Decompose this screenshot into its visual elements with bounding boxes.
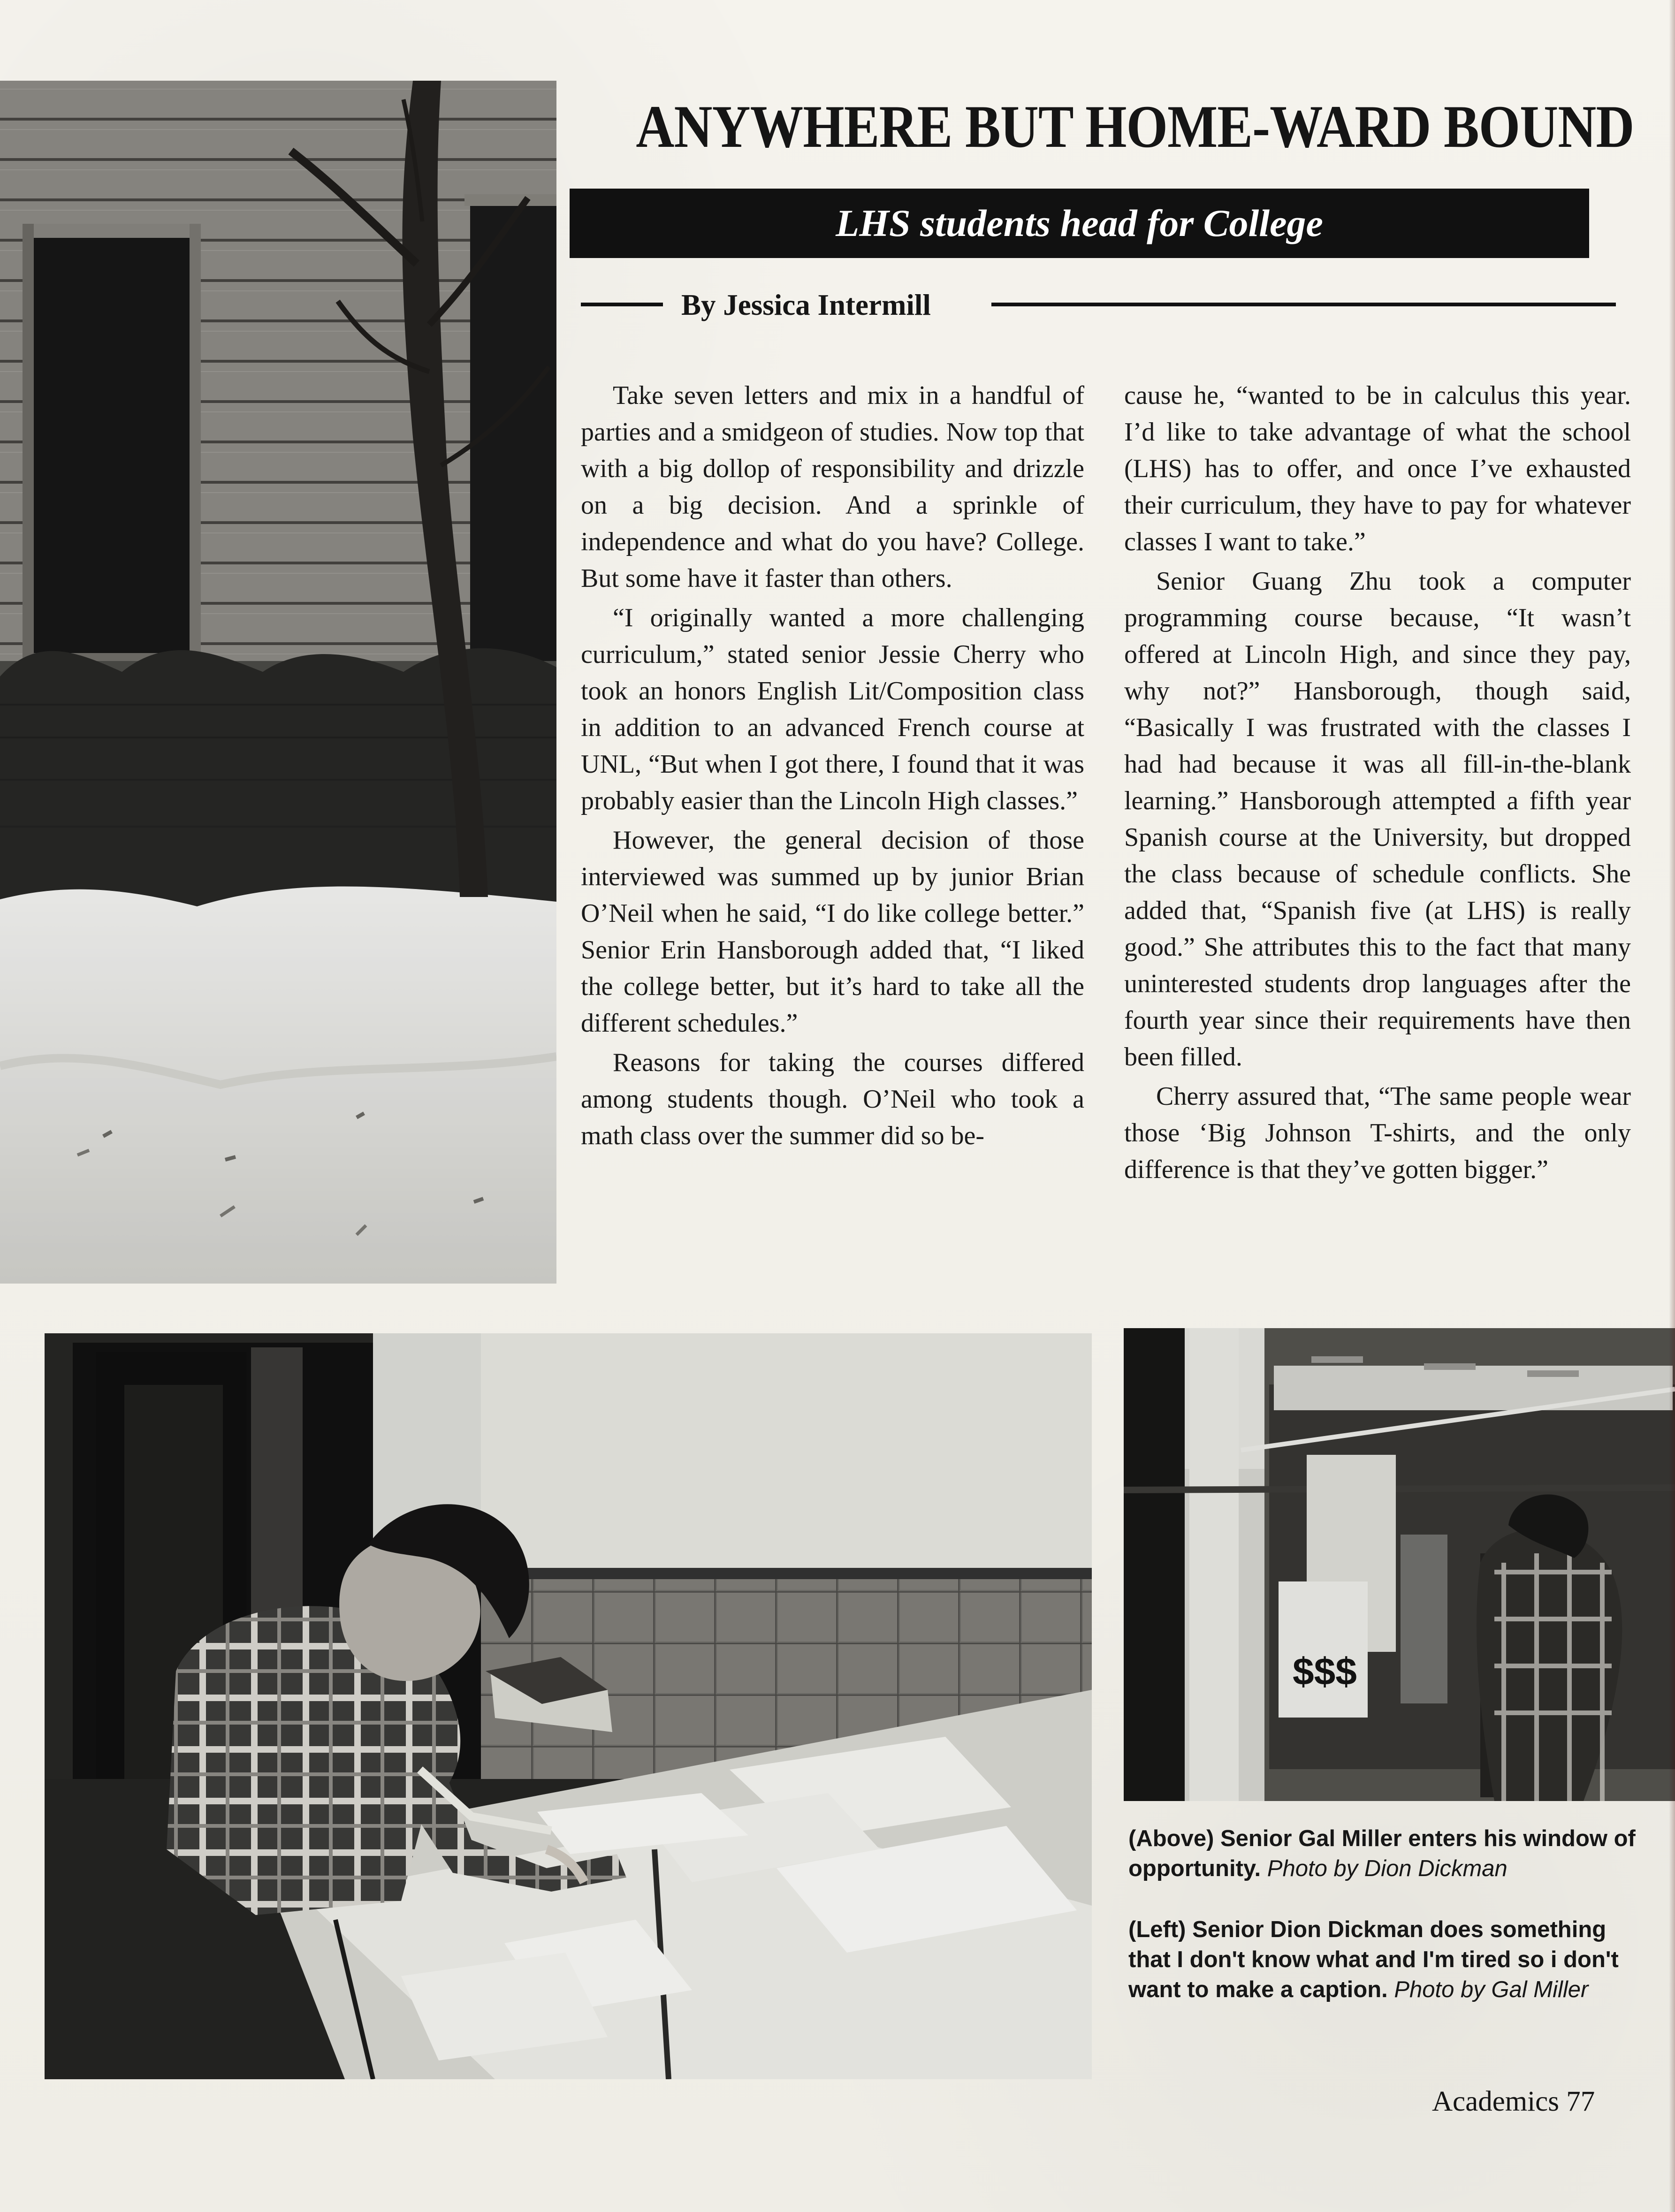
photo-tree-window-snow [0,81,556,1284]
caption-left [1128,1915,1645,2005]
photo-desk-student [45,1333,1092,2079]
article-subhead: LHS students head for College [836,202,1323,244]
article-byline: By Jessica Intermill [681,289,931,321]
page-footer [1432,2087,1595,2116]
footer-page-number: 77 [1566,2086,1595,2117]
left-paragraph-3: However, the general decision of those interviewed was summed up by junior Brian O’Neil when he said, “I do like college better.” Senior Erin Hansborough added that, “I liked the college better, but it’s hard to take all the different schedules.” [581,826,1084,1038]
article-column-right [1124,377,1631,1292]
window-photo-art [1124,1328,1675,1801]
caption-above [1128,1824,1645,1884]
byline-rule-right [991,303,1616,306]
left-paragraph-4: Reasons for taking the courses differed among students though. O’Neil who took a math class over the summer did so be- [581,1048,1084,1150]
tree-photo-art [0,81,556,1284]
right-paragraph-2: Senior Guang Zhu took a computer programming course because, “It wasn’t offered at Lincoln High, and since they pay, why not?” Hansborough, though said, “Basically I was frustrated with the classes I had had because it was all fill-in-the-blank learning.” Hansborough attempted a fifth year Spanish course at the University, but dropped the class because of schedule conflicts. She added that, “Spanish five (at LHS) is really good.” She attributes this to the fact that many uninterested students drop languages after the fourth year since their requirements have then been filled. [1124,567,1631,1072]
left-paragraph-2: “I originally wanted a more challenging curriculum,” stated senior Jessie Cherry who took an honors English Lit/Composition class in addition to an advanced French course at UNL, “But when I got there, I found that it was probably easier than the Lincoln High classes.” [581,603,1084,815]
byline-rule-left [581,303,663,306]
right-paragraph-3: Cherry assured that, “The same people wear those ‘Big Johnson T-shirts, and the only difference is that they’ve gotten bigger.” [1124,1082,1631,1184]
caption-above-text: (Above) Senior Gal Miller enters his window of opportunity. [1128,1826,1636,1881]
caption-above-credit: Photo by Dion Dickman [1267,1856,1508,1881]
byline-row [581,284,1616,326]
caption-left-credit: Photo by Gal Miller [1394,1977,1589,2002]
left-paragraph-1: Take seven letters and mix in a handful of parties and a smidgeon of studies. Now top that with a big dollop of responsibility and drizzle on a big decision. And a sprinkle of independence and what do you have? College. But some have it faster than others. [581,381,1084,593]
footer-section: Academics [1432,2086,1559,2117]
right-paragraph-1: cause he, “wanted to be in calculus this year. I’d like to take advantage of what the school (LHS) has to offer, and once I’ve exhausted their curriculum, they have to pay for whatever classes I want to take.” [1124,381,1631,556]
photo-window-registration [1124,1328,1675,1801]
article-headline: ANYWHERE BUT HOME-WARD BOUND [636,93,1634,160]
article-column-left [581,377,1084,1292]
desk-photo-art [45,1333,1092,2079]
subhead-banner [570,189,1589,258]
caption-left-text: (Left) Senior Dion Dickman does something that I don't know what and I'm tired so i don't want to make a caption. [1128,1917,1619,2002]
window-sign-text: $$$ [1293,1650,1357,1693]
page-edge-shadow [1669,0,1675,2212]
